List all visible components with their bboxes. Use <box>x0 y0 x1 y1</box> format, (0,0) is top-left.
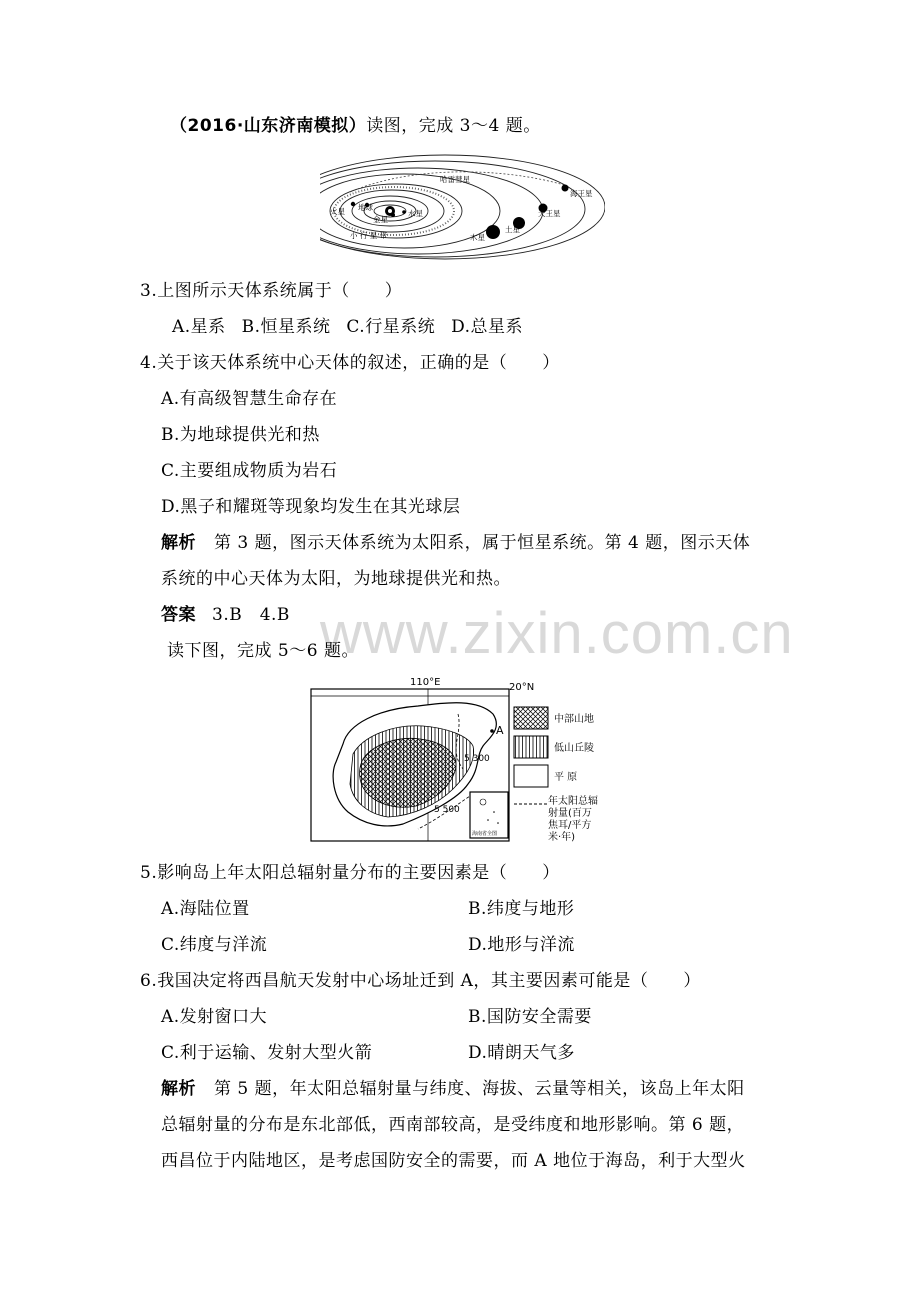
label-venus: 金星 <box>373 215 388 224</box>
q3-option-b: B.恒星系统 <box>241 317 331 337</box>
isoline-5500-label: 5 500 <box>434 805 460 815</box>
legend-swatch-mountain <box>514 707 548 729</box>
q5-option-a: A.海陆位置 <box>161 899 250 919</box>
solar-system-figure <box>320 152 605 264</box>
question-3-options <box>172 315 523 339</box>
analysis-2-label: 解析 <box>161 1079 196 1099</box>
legend-plain-label: 平 原 <box>554 772 578 783</box>
mercury-icon <box>402 210 406 214</box>
intro-line-1 <box>170 114 541 138</box>
legend-swatch-plain <box>514 765 548 787</box>
answer-1 <box>161 603 290 627</box>
isoline-5300-label: 5 300 <box>464 754 490 764</box>
question-3-stem: 3.上图所示天体系统属于（ ） <box>140 281 403 301</box>
jupiter-icon <box>486 225 500 239</box>
analysis-1-line-1 <box>161 531 750 555</box>
analysis-2-line-1 <box>161 1077 745 1101</box>
point-a-label: A <box>496 724 504 737</box>
analysis-2-line-2: 总辐射量的分布是东北部低，西南部较高，是受纬度和地形影响。第 6 题， <box>161 1115 745 1135</box>
analysis-1-text-1: 第 3 题，图示天体系统为太阳系，属于恒星系统。第 4 题，图示天体 <box>214 533 751 553</box>
longitude-label: 110°E <box>410 677 441 688</box>
analysis-1-line-2: 系统的中心天体为太阳，为地球提供光和热。 <box>161 569 511 589</box>
label-halley: 哈雷彗星 <box>440 175 470 184</box>
q4-option-c: C.主要组成物质为岩石 <box>161 461 338 481</box>
analysis-label: 解析 <box>161 533 196 553</box>
q5-option-d: D.地形与洋流 <box>468 935 575 955</box>
label-earth: 地球 <box>358 203 373 212</box>
hainan-map-figure <box>308 674 608 852</box>
legend-hills-label: 低山丘陵 <box>554 743 594 754</box>
q6-option-d: D.晴朗天气多 <box>468 1043 575 1063</box>
source-tag: （2016·山东济南模拟） <box>170 116 367 136</box>
q3-option-d: D.总星系 <box>451 317 524 337</box>
q6-option-b: B.国防安全需要 <box>468 1007 592 1027</box>
inset-label: 海南省全图 <box>472 831 498 837</box>
analysis-2-line-3: 西昌位于内陆地区，是考虑国防安全的需要，而 A 地位于海岛，利于大型火 <box>161 1151 746 1171</box>
label-uranus: 天王星 <box>538 209 561 218</box>
label-jupiter: 木星 <box>470 233 485 242</box>
q4-option-a: A.有高级智慧生命存在 <box>161 389 338 409</box>
legend-swatch-hills <box>514 736 548 758</box>
q5-option-c: C.纬度与洋流 <box>161 935 268 955</box>
neptune-icon <box>562 185 569 192</box>
point-a-marker <box>490 729 494 733</box>
label-neptune: 海王星 <box>570 189 593 198</box>
intro-text: 读图，完成 3～4 题。 <box>366 116 541 136</box>
legend-unit-line-2: 射量(百万 <box>548 808 592 819</box>
latitude-label: 20°N <box>509 682 535 693</box>
q4-option-b: B.为地球提供光和热 <box>161 425 320 445</box>
label-mars: 火星 <box>330 207 345 216</box>
label-asteroid-belt: 小 行 星 带 <box>350 231 388 240</box>
q3-option-a: A.星系 <box>172 317 226 337</box>
q6-option-c: C.利于运输、发射大型火箭 <box>161 1043 373 1063</box>
legend-unit-line-4: 米·年) <box>548 832 576 843</box>
q5-option-b: B.纬度与地形 <box>468 899 575 919</box>
answer-label: 答案 <box>161 605 196 625</box>
q6-option-a: A.发射窗口大 <box>161 1007 268 1027</box>
watermark: www.zixin.com.cn <box>320 601 794 666</box>
question-4-stem: 4.关于该天体系统中心天体的叙述，正确的是（ ） <box>140 353 560 373</box>
legend-unit-line-1: 年太阳总辐 <box>548 796 598 807</box>
legend-unit-line-3: 焦耳/平方 <box>548 820 592 831</box>
question-5-stem: 5.影响岛上年太阳总辐射量分布的主要因素是（ ） <box>140 863 560 883</box>
analysis-2-text-1: 第 5 题，年太阳总辐射量与纬度、海拔、云量等相关，该岛上年太阳 <box>214 1079 745 1099</box>
q3-option-c: C.行星系统 <box>346 317 436 337</box>
venus-icon <box>391 213 395 217</box>
mars-icon <box>351 202 355 206</box>
question-6-stem: 6.我国决定将西昌航天发射中心场址迁到 A，其主要因素可能是（ ） <box>140 971 701 991</box>
legend-mountain-label: 中部山地 <box>554 714 594 725</box>
answer-1-text: 3.B 4.B <box>212 605 290 625</box>
q4-option-d: D.黑子和耀斑等现象均发生在其光球层 <box>161 497 461 517</box>
intro-line-2: 读下图，完成 5～6 题。 <box>167 641 359 661</box>
label-saturn: 土星 <box>505 225 520 234</box>
label-mercury: 水星 <box>408 209 423 218</box>
